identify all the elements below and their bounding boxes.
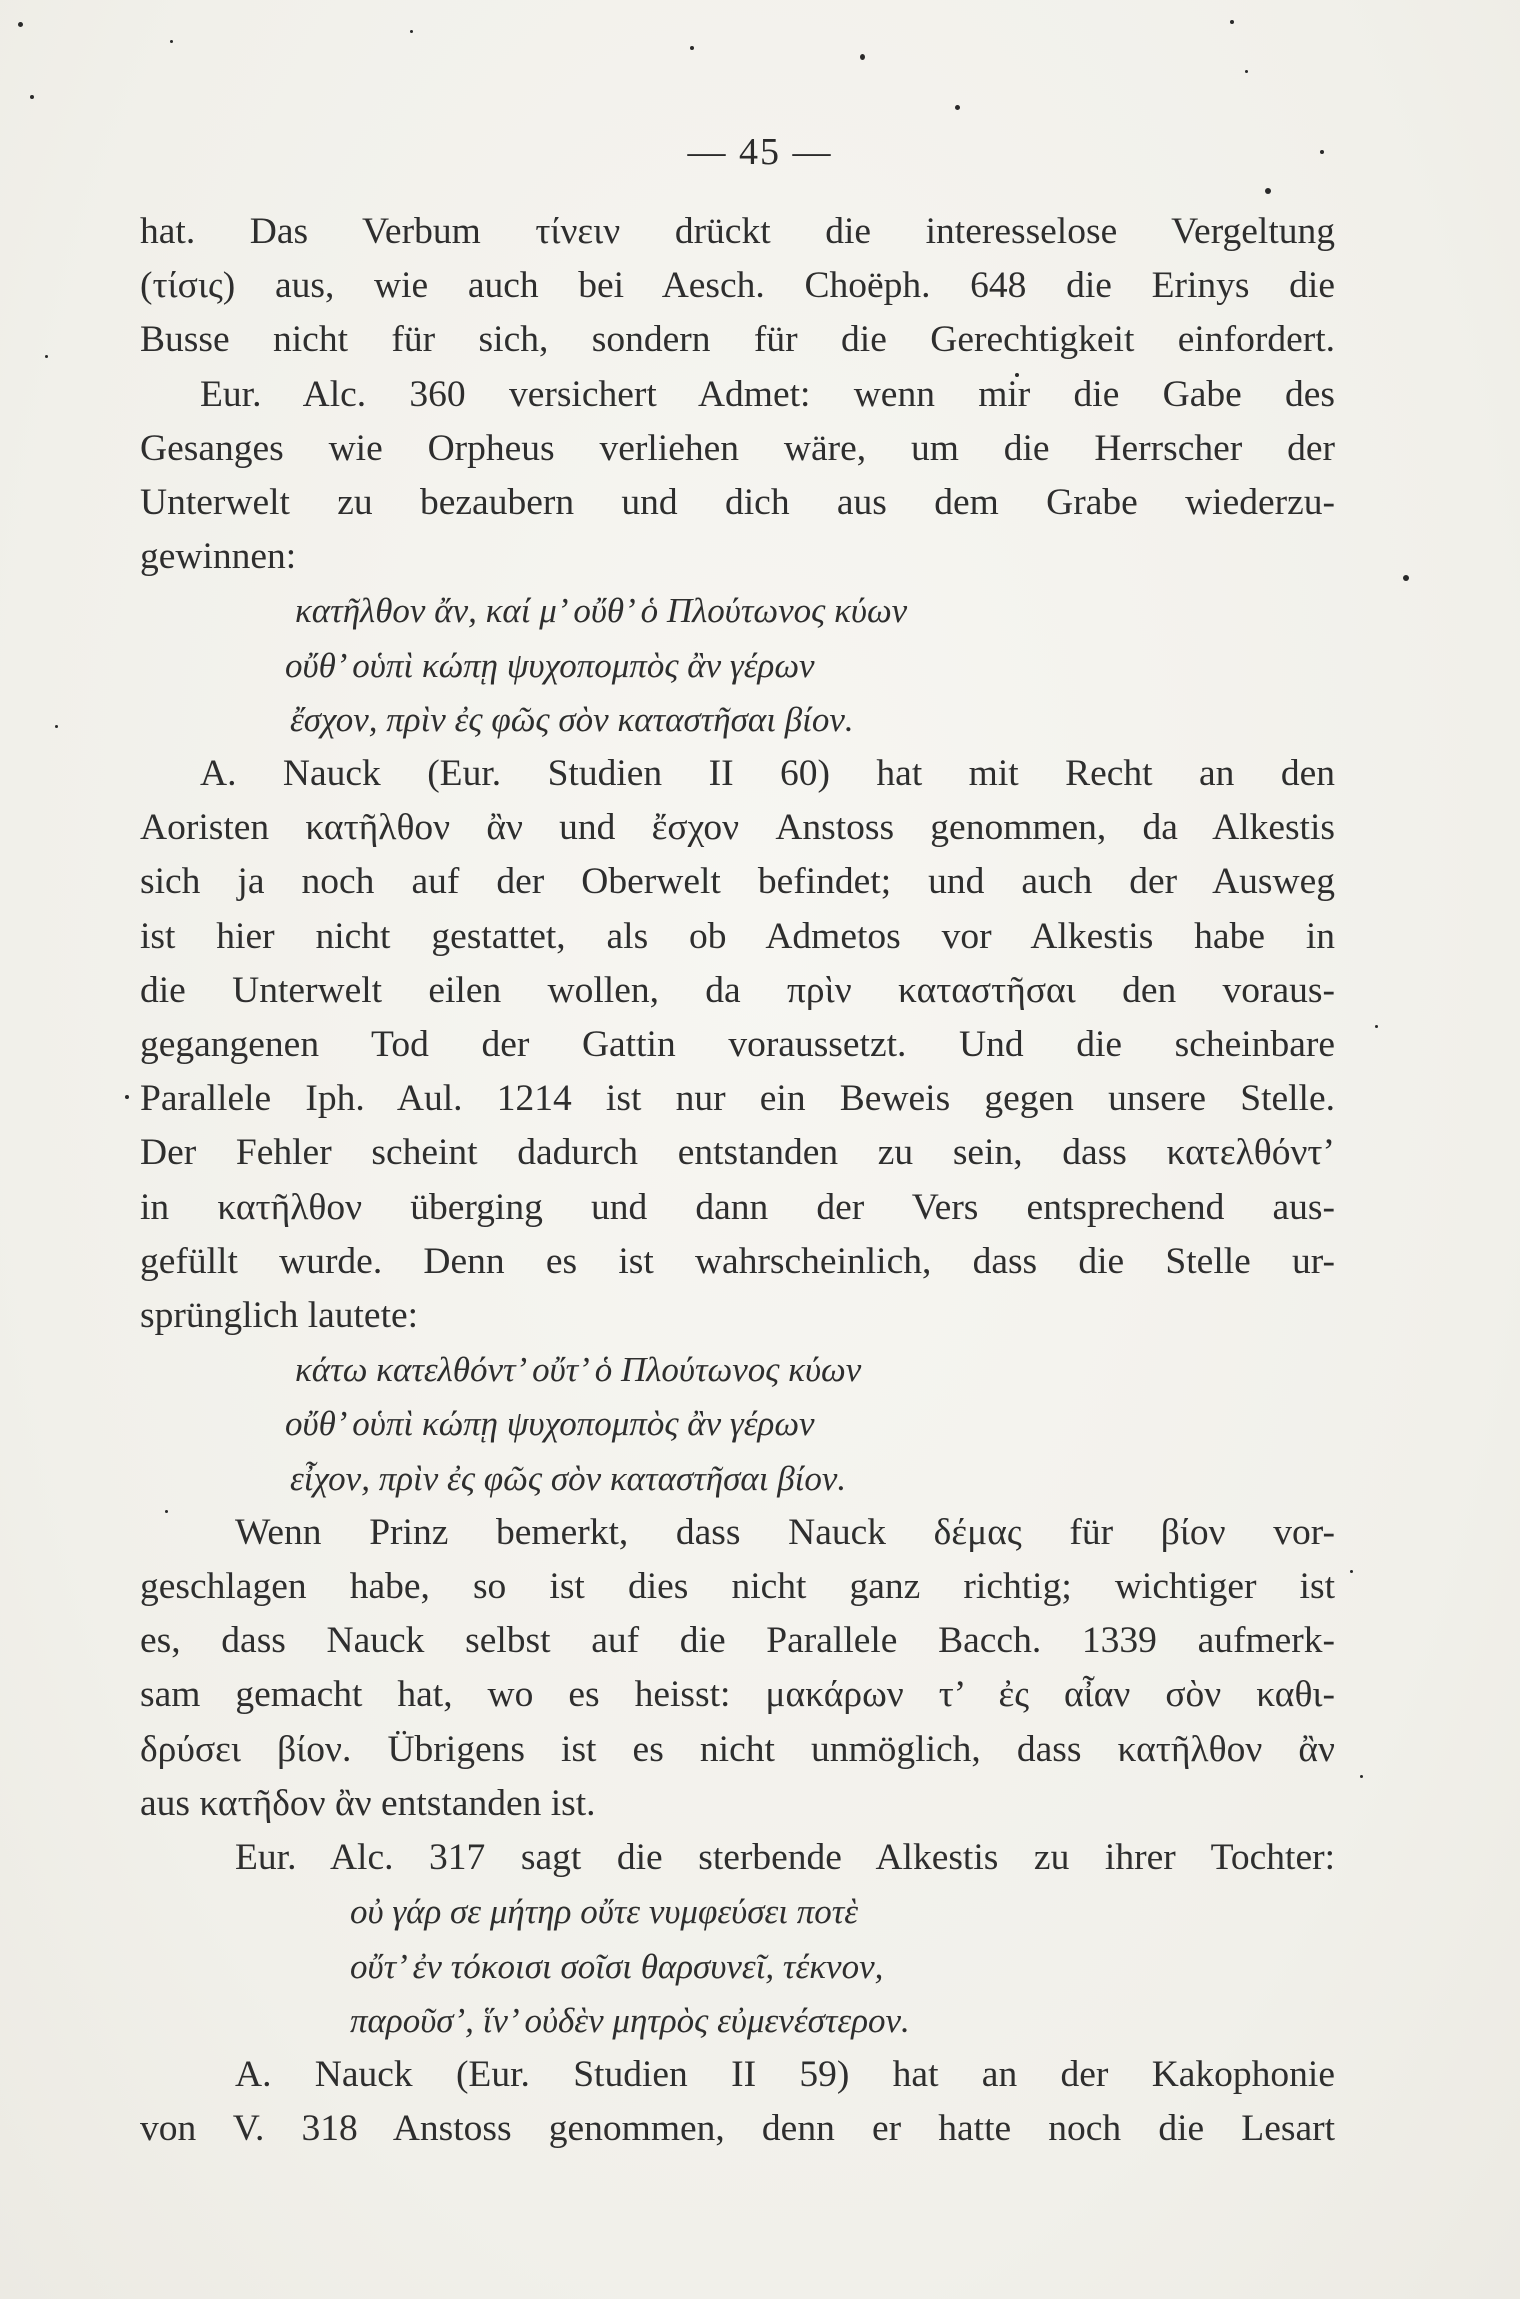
scan-speck [125, 1095, 129, 1099]
scan-speck [1245, 70, 1248, 73]
verse-line: ἔσχον, πρὶν ἐς φῶς σὸν καταστῆσαι βίον. [290, 699, 854, 739]
scan-speck [18, 22, 23, 27]
verse-line: οὔτ’ ἐν τόκοισι σοῖσι θαρσυνεῖ, τέκνον, [350, 1946, 884, 1986]
text-line: sam gemacht hat, wo es heisst: μακάρων τ’ ἐς αἶαν σὸν καθι- [140, 1674, 1335, 1716]
text-line: hat. Das Verbum τίνειν drückt die interesselose Vergeltung [140, 211, 1335, 252]
scan-speck [170, 40, 173, 43]
text-line: Aoristen κατῆλθον ἂν und ἔσχον Anstoss genommen, da Alkestis [140, 807, 1335, 849]
text-line: von V. 318 Anstoss genommen, denn er hatte noch die Lesart [140, 2108, 1335, 2150]
text-line: gefüllt wurde. Denn es ist wahrscheinlich, dass die Stelle ur- [140, 1240, 1335, 1282]
text-line: sich ja noch auf der Oberwelt befindet; und auch der Ausweg [140, 861, 1335, 903]
text-line: in κατῆλθον überging und dann der Vers entsprechend aus- [140, 1186, 1335, 1228]
scan-speck [410, 30, 413, 33]
text-line: sprünglich lautete: [140, 1295, 419, 1337]
text-line: gewinnen: [140, 536, 297, 578]
page-number-header: — 45 — [687, 131, 833, 173]
verse-line: οὔθ’ οὑπὶ κώπῃ ψυχοπομπὸς ἂν γέρων [285, 1404, 815, 1444]
verse-line: κάτω κατελθόντ’ οὔτ’ ὁ Πλούτωνος κύων [295, 1350, 862, 1390]
text-line: geschlagen habe, so ist dies nicht ganz richtig; wichtiger ist [140, 1566, 1335, 1608]
text-line: Gesanges wie Orpheus verliehen wäre, um die Herrscher der [140, 427, 1335, 469]
scan-speck [1375, 1025, 1378, 1028]
text-line: Unterwelt zu bezaubern und dich aus dem Grabe wiederzu- [140, 482, 1335, 524]
page-body [140, 205, 1335, 2156]
scan-speck [1230, 20, 1234, 24]
scan-speck [1360, 1775, 1363, 1778]
verse-line: εἶχον, πρὶν ἐς φῶς σὸν καταστῆσαι βίον. [290, 1458, 847, 1498]
scan-speck [690, 46, 694, 50]
verse-line: παροῦσ’, ἵν’ οὐδὲν μητρὸς εὐμενέστερον. [350, 2000, 910, 2040]
verse-line: κατῆλθον ἄν, καί μ’ οὔθ’ ὁ Πλούτωνος κύων [295, 591, 908, 631]
verse-line: οὐ γάρ σε μήτηρ οὔτε νυμφεύσει ποτὲ [350, 1892, 859, 1932]
text-line: (τίσις) aus, wie auch bei Aesch. Choëph. 648 die Erinys die [140, 265, 1335, 307]
text-line: A. Nauck (Eur. Studien II 60) hat mit Recht an den [200, 753, 1335, 795]
text-line: Parallele Iph. Aul. 1214 ist nur ein Beweis gegen unsere Stelle. [140, 1078, 1335, 1120]
text-line: δρύσει βίον. Übrigens ist es nicht unmöglich, dass κατῆλθον ἂν [140, 1728, 1335, 1770]
text-line: gegangenen Tod der Gattin voraussetzt. Und die scheinbare [140, 1024, 1335, 1066]
text-line: Wenn Prinz bemerkt, dass Nauck δέμας für βίον vor- [235, 1511, 1335, 1553]
scan-speck [45, 355, 48, 358]
text-line: A. Nauck (Eur. Studien II 59) hat an der Kakophonie [235, 2053, 1335, 2095]
scan-speck [860, 54, 865, 60]
scan-speck [55, 725, 58, 728]
scan-speck [1403, 575, 1409, 581]
scan-speck [30, 95, 34, 99]
text-line: Der Fehler scheint dadurch entstanden zu sein, dass κατελθόντ’ [140, 1132, 1335, 1174]
text-line: es, dass Nauck selbst auf die Parallele Bacch. 1339 aufmerk- [140, 1620, 1335, 1662]
text-line: die Unterwelt eilen wollen, da πρὶν καταστῆσαι den voraus- [140, 969, 1335, 1011]
text-line: ist hier nicht gestattet, als ob Admetos vor Alkestis habe in [140, 915, 1335, 957]
text-line: Busse nicht für sich, sondern für die Gerechtigkeit einfordert. [140, 319, 1335, 361]
scan-speck [1350, 1570, 1353, 1573]
scan-speck [955, 105, 960, 110]
verse-line: οὔθ’ οὑπὶ κώπῃ ψυχοπομπὸς ἂν γέρων [285, 645, 815, 685]
text-line: Eur. Alc. 317 sagt die sterbende Alkestis zu ihrer Tochter: [235, 1837, 1335, 1879]
text-line: aus κατῆδον ἂν entstanden ist. [140, 1782, 596, 1824]
scan-speck [1265, 188, 1271, 194]
text-line: Eur. Alc. 360 versichert Admet: wenn mir die Gabe des [200, 373, 1335, 415]
